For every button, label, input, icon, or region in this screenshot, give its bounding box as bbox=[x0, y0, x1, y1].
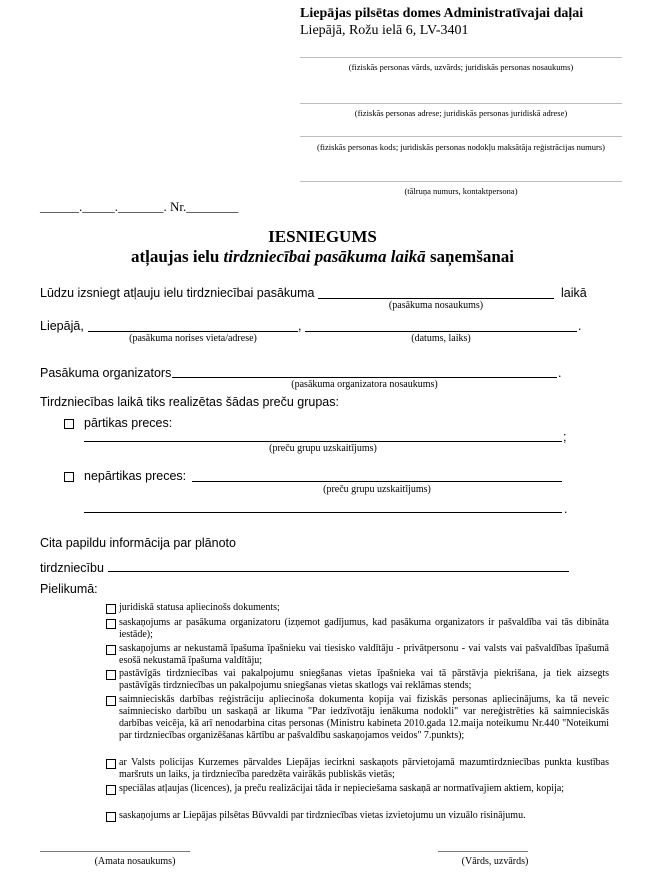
other-info-label: Cita papildu informācija par plānoto bbox=[40, 536, 236, 550]
applicant-address-field[interactable] bbox=[300, 103, 622, 104]
attachment-item: saimnieciskās darbības reģistrāciju apliecinoša dokumenta kopija vai fiziskās personas apliecinājums, ka tā neveic saimniecisko darbību un saskaņā ar likuma "Par iedzīvotāju ienākuma nodokli" var nereģistrēties kā saimnieciskās darbības veicēja, kā arī nenodarbina citas personas (Ministru kabineta 2010.gada 12.maija noteikumu Nr.440 "Noteikumi par tirdzniecības organizēšanas kārtību ar pašvaldību saskaņojamos veidos" 7.punkts); bbox=[119, 694, 609, 741]
applicant-name-field[interactable] bbox=[300, 57, 622, 58]
organizer-caption: (pasākuma organizatora nosaukums) bbox=[291, 379, 438, 390]
position-title-field[interactable]: ______________________________ bbox=[40, 842, 190, 853]
attachment-checkbox[interactable] bbox=[106, 604, 116, 614]
attachment-checkbox[interactable] bbox=[106, 645, 116, 655]
document-title: IESNIEGUMS bbox=[268, 227, 377, 246]
registration-number-field[interactable]: ______._____._______. Nr.________ bbox=[40, 199, 239, 214]
food-goods-end: ; bbox=[563, 430, 567, 444]
attachment-item: pastāvīgās tirdzniecības vai pakalpojumu sniegšanas vietas īpašnieka vai tā pārstāvja piekrišana, ja tiek aizsegts pastāvīgās tirdzniecības un pakalpojumu sniegšanas vietas skatlogs vai reklāmas stends; bbox=[119, 668, 609, 691]
other-info-label-2: tirdzniecību bbox=[40, 561, 104, 575]
nonfood-goods-field-2[interactable] bbox=[84, 512, 562, 513]
attachment-item: saskaņojums ar pasākuma organizatoru (izņemot gadījumus, kad pasākuma organizators ir pašvaldība vai tās dibināta iestāde); bbox=[119, 617, 609, 640]
organizer-label: Pasākuma organizators bbox=[40, 366, 172, 380]
date-line-end: . bbox=[578, 319, 582, 333]
addressee-name: Liepājas pilsētas domes Administratīvajai daļai bbox=[300, 6, 584, 21]
applicant-code-caption: (fiziskās personas kods; juridiskās personas nodokļu maksātāja reģistrācijas numurs) bbox=[317, 142, 605, 152]
request-text: Lūdzu izsniegt atļauju ielu tirdzniecībai pasākuma bbox=[40, 286, 315, 300]
food-goods-label: pārtikas preces: bbox=[84, 416, 173, 430]
event-name-caption: (pasākuma nosaukums) bbox=[388, 300, 484, 311]
position-title-caption: (Amata nosaukums) bbox=[94, 856, 176, 867]
name-surname-field[interactable]: __________________ bbox=[438, 842, 528, 853]
request-suffix: laikā bbox=[561, 286, 587, 300]
document-subtitle bbox=[0, 247, 645, 267]
applicant-address-caption: (fiziskās personas adrese; juridiskās personas juridiskā adrese) bbox=[354, 108, 568, 118]
attachment-checkbox[interactable] bbox=[106, 785, 116, 795]
attachments-label: Pielikumā: bbox=[40, 582, 98, 596]
event-place-caption: (pasākuma norises vieta/adrese) bbox=[129, 333, 257, 344]
attachment-checkbox[interactable] bbox=[106, 812, 116, 822]
attachment-item: speciālas atļaujas (licences), ja preču realizācijai tāda ir nepieciešama saskaņā ar normatīvajiem aktiem, kopija; bbox=[119, 783, 565, 794]
event-date-caption: (datums, laiks) bbox=[411, 333, 471, 344]
nonfood-goods-label: nepārtikas preces: bbox=[84, 469, 187, 483]
food-goods-field[interactable] bbox=[84, 441, 562, 442]
name-surname-caption: (Vārds, uzvārds) bbox=[461, 856, 529, 867]
subtitle-suffix: saņemšanai bbox=[425, 247, 515, 266]
nonfood-goods-field[interactable] bbox=[192, 481, 562, 482]
subtitle-prefix: atļaujas ielu bbox=[130, 247, 224, 266]
applicant-phone-caption: (tālruņa numurs, kontaktpersona) bbox=[404, 186, 518, 196]
applicant-phone-field[interactable] bbox=[300, 181, 622, 182]
place-prefix: Liepājā, bbox=[40, 319, 84, 333]
attachment-item: saskaņojums ar nekustamā īpašuma īpašnieku vai tiesisko valdītāju - privātpersonu - vai valsts vai pašvaldības īpašumā esošā nekustamā īpašuma valdītāju; bbox=[119, 643, 609, 666]
organizer-line-end: . bbox=[558, 366, 562, 380]
organizer-field[interactable] bbox=[172, 377, 557, 378]
attachment-checkbox[interactable] bbox=[106, 619, 116, 629]
event-place-field[interactable] bbox=[88, 331, 298, 332]
food-goods-checkbox[interactable] bbox=[64, 419, 74, 429]
applicant-name-caption: (fiziskās personas vārds, uzvārds; juridiskās personas nosaukums) bbox=[348, 62, 574, 72]
goods-groups-intro: Tirdzniecības laikā tiks realizētas šādas preču grupas: bbox=[40, 395, 339, 409]
nonfood-goods-end: . bbox=[564, 502, 568, 516]
event-date-field[interactable] bbox=[305, 331, 577, 332]
food-goods-caption: (preču grupu uzskaitījums) bbox=[269, 443, 377, 454]
subtitle-italic: tirdzniecībai pasākuma laikā bbox=[223, 247, 426, 266]
attachment-checkbox[interactable] bbox=[106, 696, 116, 706]
event-name-field[interactable] bbox=[318, 298, 554, 299]
comma-separator: , bbox=[298, 319, 302, 333]
attachment-item: ar Valsts policijas Kurzemes pārvaldes Liepājas iecirkni saskaņots pārvietojamā mazumtirdzniecības punkta kustības maršruts un laiks, ja tirdzniecība paredzēta vairākās publiskās vietās; bbox=[119, 757, 609, 780]
attachment-checkbox[interactable] bbox=[106, 670, 116, 680]
other-info-field[interactable] bbox=[108, 571, 569, 572]
applicant-code-field[interactable] bbox=[300, 136, 622, 137]
attachment-checkbox[interactable] bbox=[106, 759, 116, 769]
attachment-item: saskaņojums ar Liepājas pilsētas Būvvaldi par tirdzniecības vietas izvietojumu un vizuālo risinājumu. bbox=[119, 810, 526, 821]
attachment-item: juridiskā statusa apliecinošs dokuments; bbox=[119, 602, 280, 613]
nonfood-goods-caption: (preču grupu uzskaitījums) bbox=[323, 484, 431, 495]
nonfood-goods-checkbox[interactable] bbox=[64, 472, 74, 482]
addressee-address: Liepājā, Rožu ielā 6, LV-3401 bbox=[300, 23, 469, 38]
